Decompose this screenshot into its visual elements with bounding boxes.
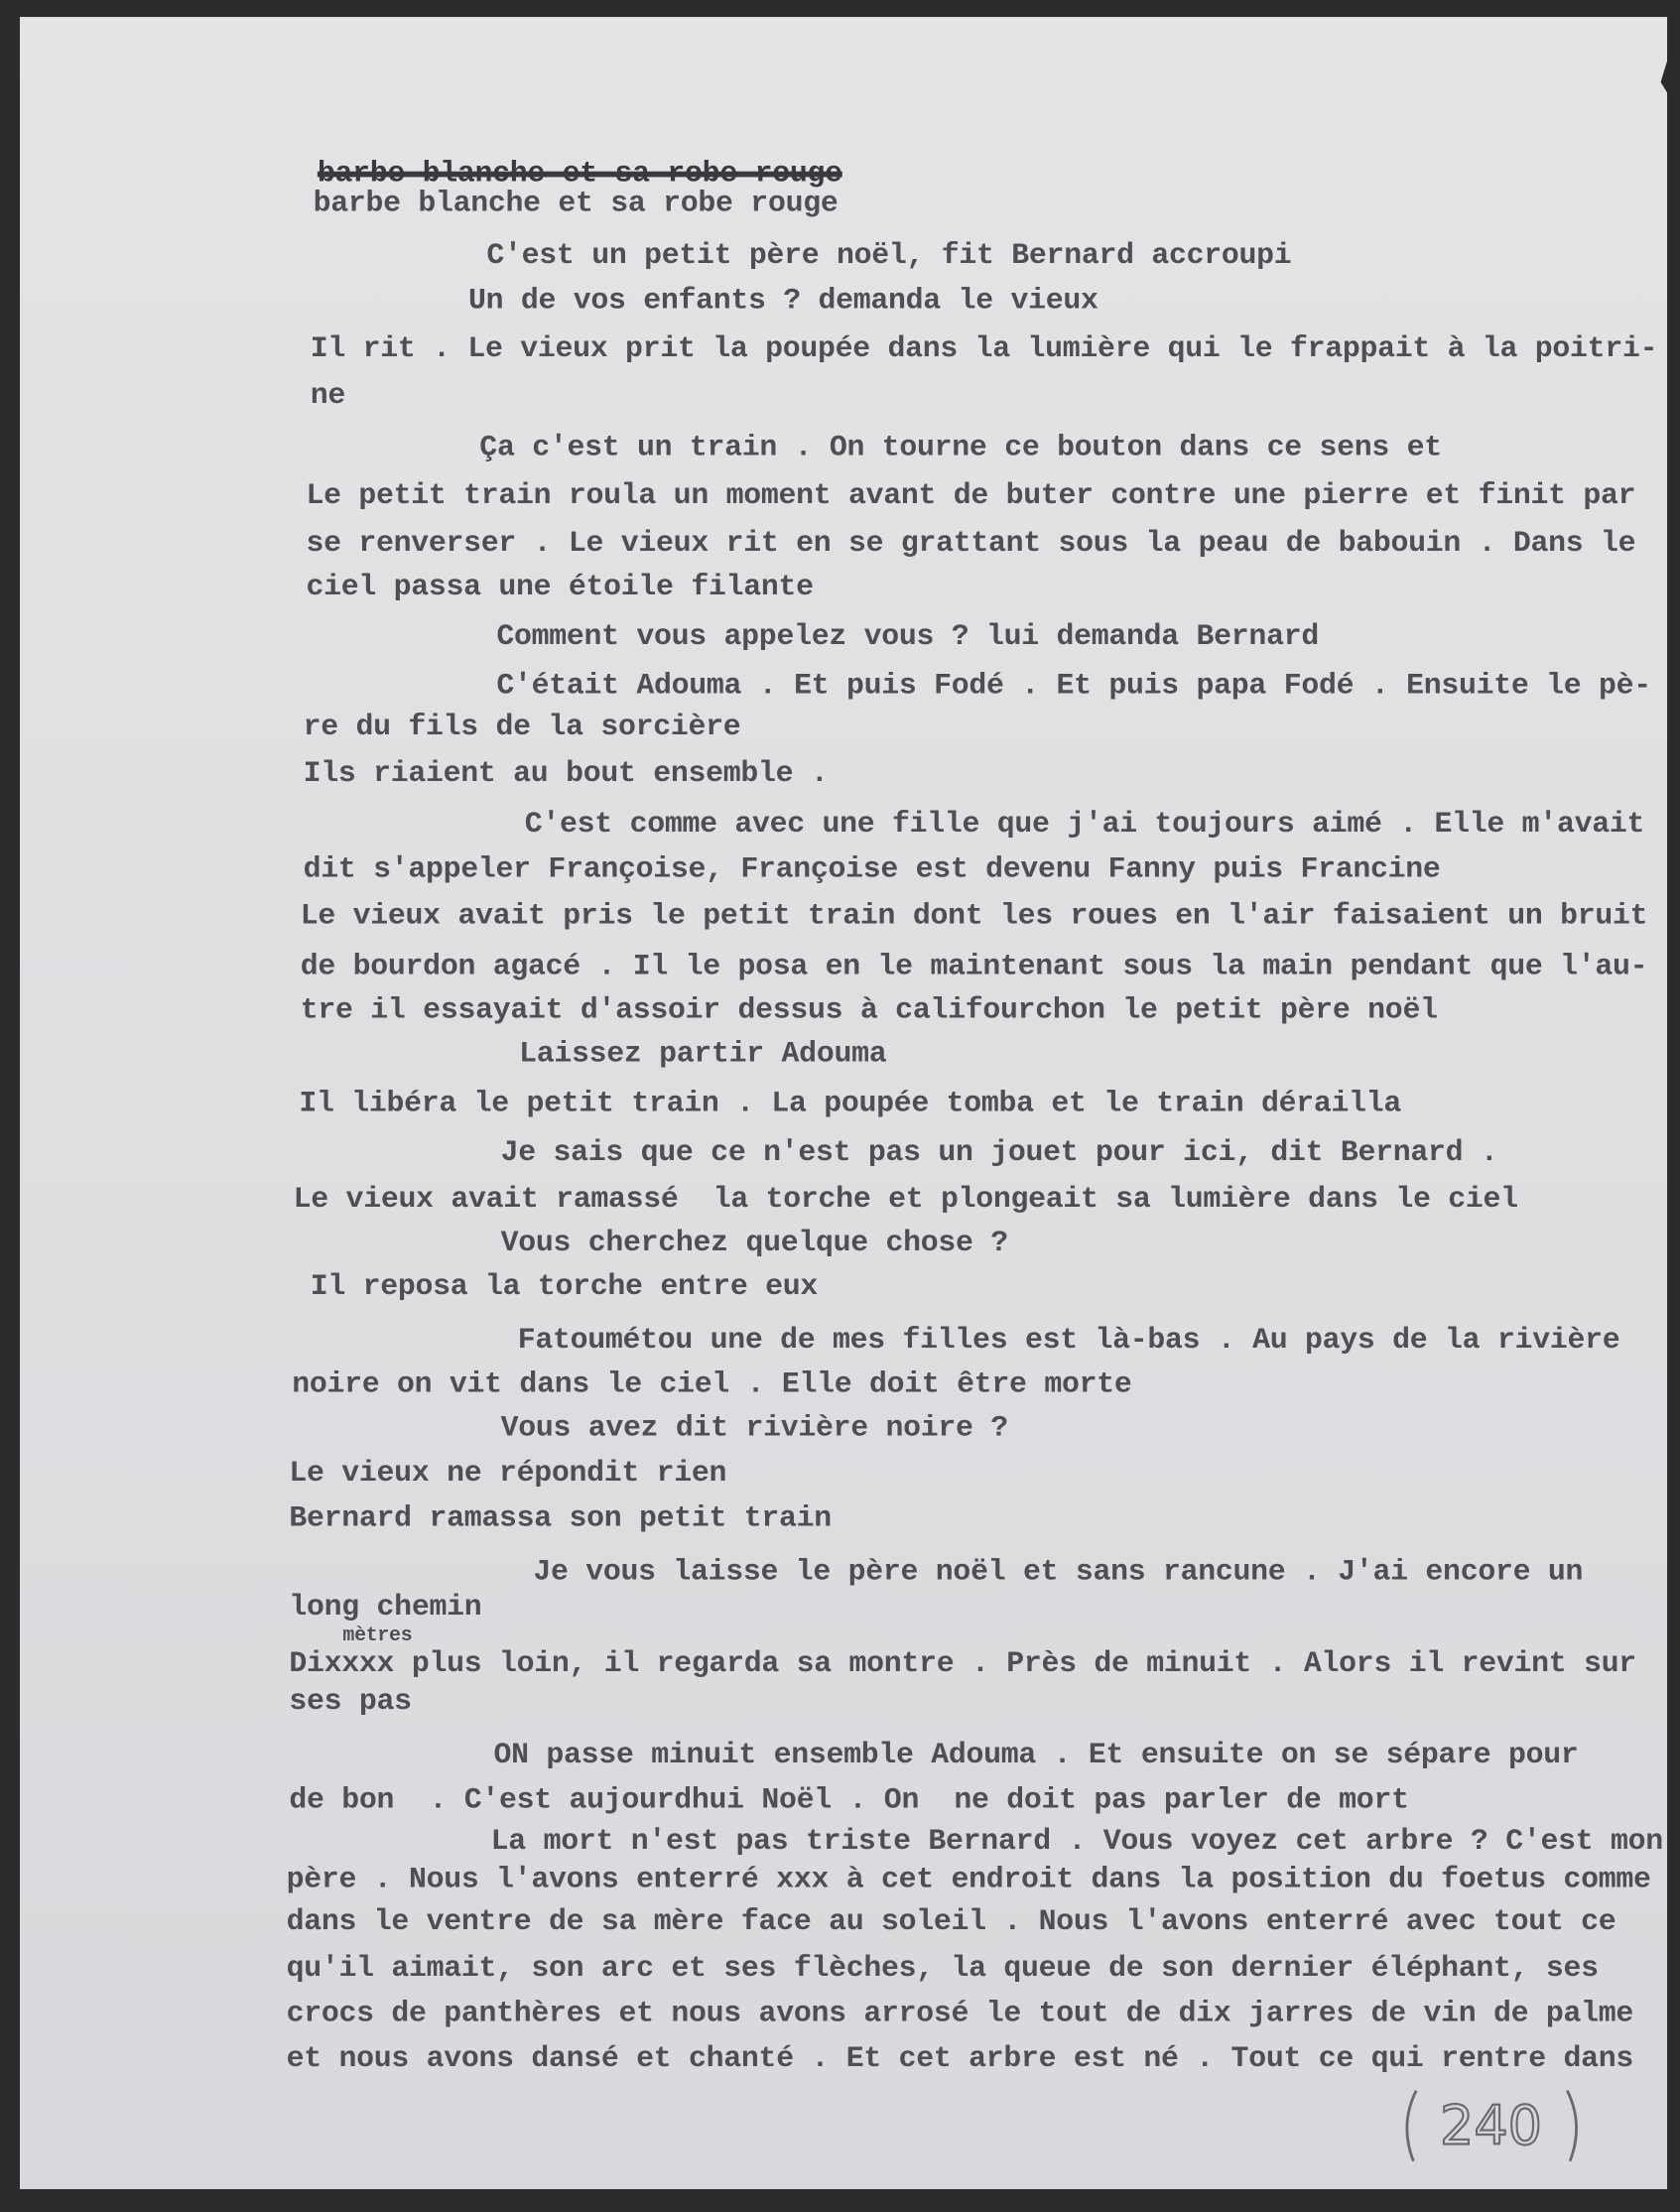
page-number-text: 240 (1439, 2094, 1543, 2157)
text-line: Il rit . Le vieux prit la poupée dans la lumière qui le frappait à la poitri- (310, 333, 1658, 366)
text-line: Comment vous appelez vous ? lui demanda Bernard (496, 621, 1319, 654)
text-line: Dixxxx plus loin, il regarda sa montre . Près de minuit . Alors il revint sur (289, 1648, 1636, 1681)
text-line: tre il essayait d'assoir dessus à califourchon le petit père noël (300, 994, 1438, 1028)
text-line: Fatoumétou une de mes filles est là-bas . Au pays de la rivière (517, 1325, 1620, 1359)
text-line: ciel passa une étoile filante (306, 572, 814, 605)
text-line: barbe blanche et sa robe rouge (313, 188, 839, 221)
text-line: C'est comme avec une fille que j'ai toujours aimé . Elle m'avait (524, 809, 1645, 842)
text-line: père . Nous l'avons enterré xxx à cet endroit dans la position du foetus comme (286, 1864, 1651, 1897)
text-line: Ils riaient au bout ensemble . (303, 758, 829, 791)
text-line: re du fils de la sorcière (303, 712, 741, 744)
text-line: noire on vit dans le ciel . Elle doit être morte (292, 1368, 1132, 1402)
text-line: et nous avons dansé et chanté . Et cet arbre est né . Tout ce qui rentre dans (286, 2043, 1634, 2076)
text-line: dans le ventre de sa mère face au soleil . Nous l'avons enterré avec tout ce (286, 1906, 1616, 1939)
text-line: ne (310, 380, 346, 413)
text-line: Vous cherchez quelque chose ? (500, 1228, 1008, 1261)
text-line: ON passe minuit ensemble Adouma . Et ensuite on se sépare pour (493, 1740, 1579, 1773)
text-line: La mort n'est pas triste Bernard . Vous voyez cet arbre ? C'est mon (490, 1826, 1663, 1859)
text-line: Laissez partir Adouma (519, 1038, 887, 1072)
text-line: Bernard ramassa son petit train (289, 1502, 832, 1536)
text-line: de bourdon agacé . Il le posa en le maintenant sous la main pendant que l'au- (300, 951, 1648, 984)
text-line: de bon . C'est aujourdhui Noël . On ne doit pas parler de mort (289, 1784, 1409, 1818)
handwritten-page-number (1396, 2085, 1587, 2164)
text-line: Il libéra le petit train . La poupée tomba et le train dérailla (299, 1088, 1402, 1121)
text-line: se renverser . Le vieux rit en se grattant sous la peau de babouin . Dans le (306, 528, 1636, 562)
text-line: Le vieux avait ramassé la torche et plongeait sa lumière dans le ciel (293, 1184, 1518, 1218)
text-line: ses pas (289, 1686, 412, 1720)
text-line: Un de vos enfants ? demanda le vieux (467, 285, 1098, 319)
text-line: dit s'appeler Françoise, Françoise est devenu Fanny puis Francine (303, 853, 1441, 887)
interlinear-correction: mètres (342, 1625, 413, 1648)
text-line: Il reposa la torche entre eux (310, 1271, 819, 1305)
text-line: C'était Adouma . Et puis Fodé . Et puis papa Fodé . Ensuite le pè- (496, 670, 1651, 704)
text-line: Le vieux ne répondit rien (289, 1458, 727, 1491)
text-line: Vous avez dit rivière noire ? (500, 1412, 1008, 1446)
text-line: long chemin (289, 1592, 482, 1625)
text-line: Je sais que ce n'est pas un jouet pour ici, dit Bernard . (500, 1137, 1498, 1171)
struck-through-line: barbe blanche et sa robe rouge (317, 158, 842, 192)
text-line: Le vieux avait pris le petit train dont les roues en l'air faisaient un bruit (300, 900, 1648, 934)
text-line: C'est un petit père noël, fit Bernard accroupi (486, 240, 1292, 274)
text-line: qu'il aimait, son arc et ses flèches, la queue de son dernier éléphant, ses (286, 1953, 1599, 1986)
text-line: Ça c'est un train . On tourne ce bouton dans ce sens et (479, 432, 1442, 465)
text-line: Je vous laisse le père noël et sans rancune . J'ai encore un (533, 1556, 1584, 1590)
text-line: crocs de panthères et nous avons arrosé le tout de dix jarres de vin de palme (286, 1998, 1634, 2031)
text-line: Le petit train roula un moment avant de buter contre une pierre et finit par (306, 480, 1636, 513)
